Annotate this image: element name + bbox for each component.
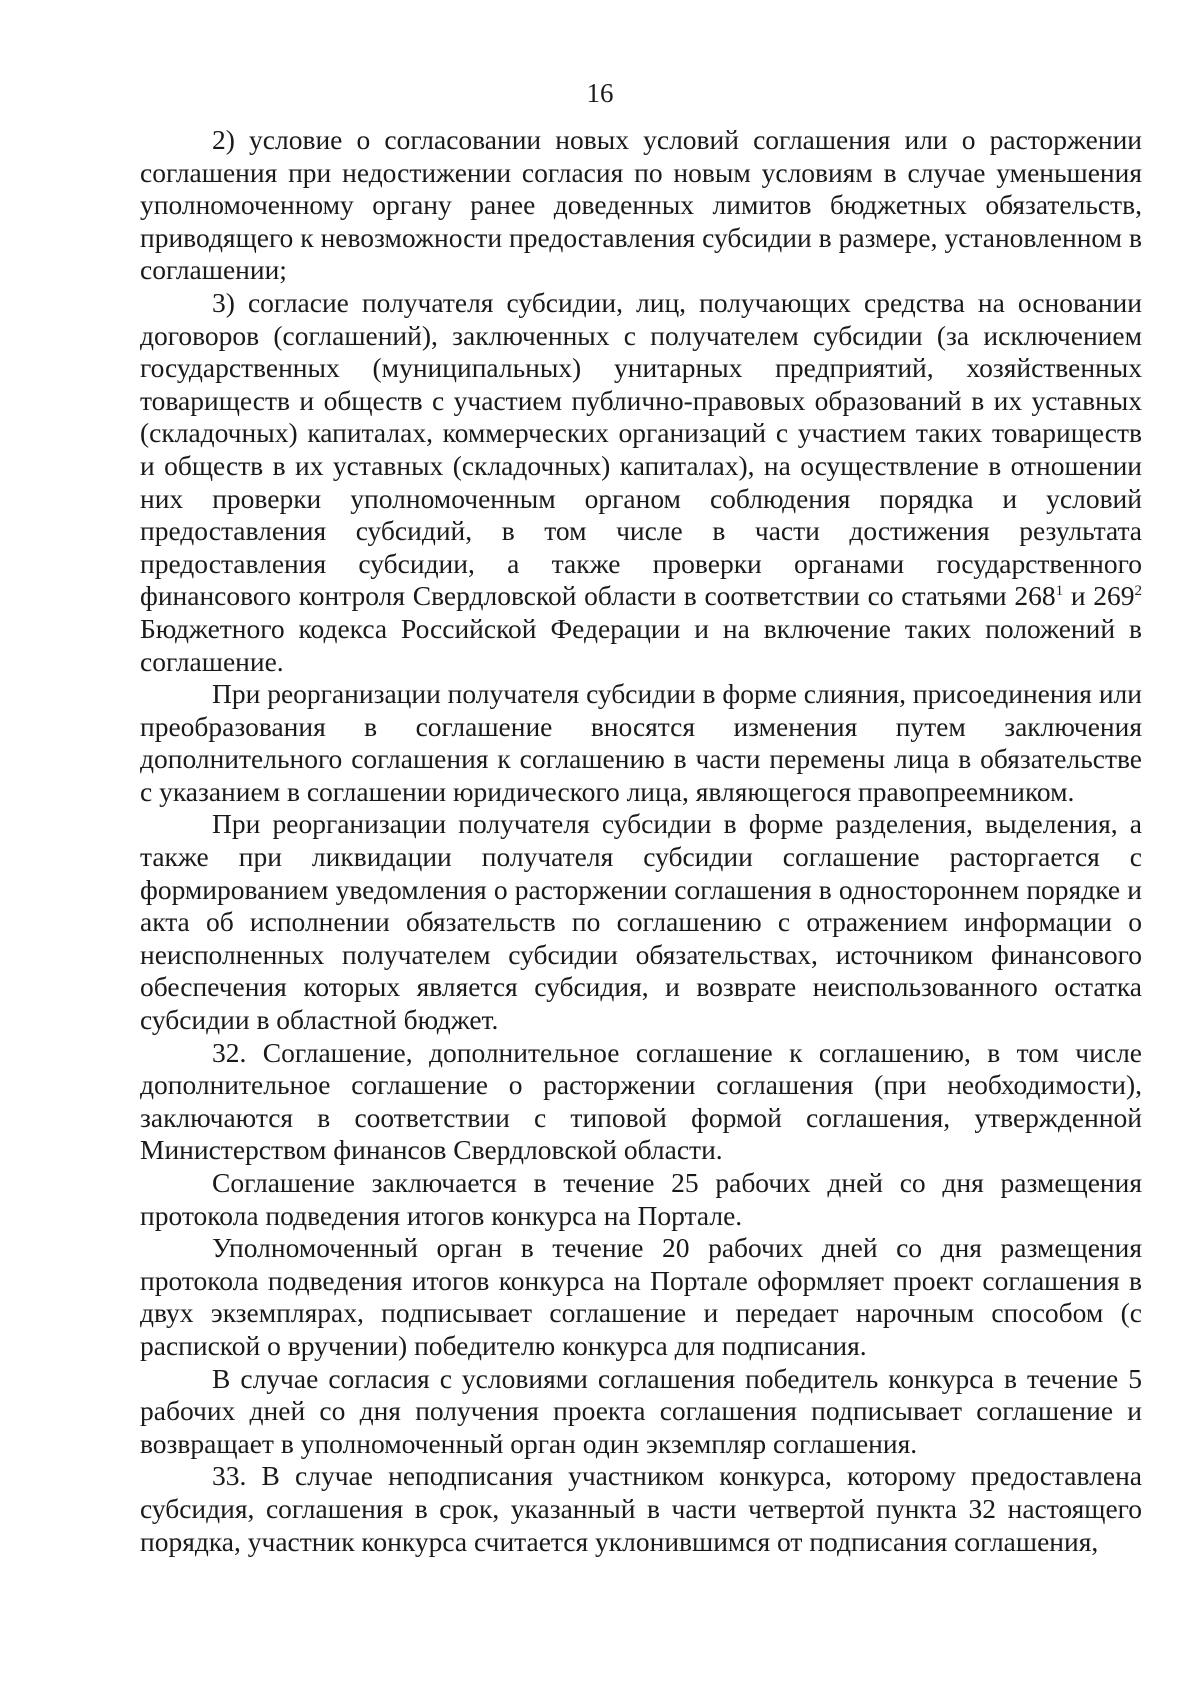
paragraph-authorized-body: Уполномоченный орган в течение 20 рабочих дней со дня размещения протокола подведения итогов конкурса на Портале оформляет проект соглашения в двух экземплярах, подписывает соглашение и передает нарочным способом (с распиской о вручении) победителю конкурса для подписания.	[140, 1232, 1142, 1361]
paragraph-item-3-consent	[140, 287, 1142, 678]
paragraph-agreement-term: Соглашение заключается в течение 25 рабочих дней со дня размещения протокола подведения итогов конкурса на Портале.	[140, 1167, 1142, 1231]
paragraph-item-2-condition: 2) условие о согласовании новых условий соглашения или о расторжении соглашения при недостижении согласия по новым условиям в случае уменьшения уполномоченному органу ранее доведенных лимитов бюджетных обязательств, приводящего к невозможности предоставления субсидии в размере, установленном в соглашении;	[140, 124, 1142, 286]
paragraph-reorganization-merger: При реорганизации получателя субсидии в форме слияния, присоединения или преобразования в соглашение вносятся изменения путем заключения дополнительного соглашения к соглашению в части перемены лица в обязательстве с указанием в соглашении юридического лица, являющегося правопреемником.	[140, 678, 1142, 807]
page-number: 16	[586, 78, 614, 108]
paragraph-reorganization-division: При реорганизации получателя субсидии в форме разделения, выделения, а также при ликвидации получателя субсидии соглашение расторгается с формированием уведомления о расторжении соглашения в одностороннем порядке и акта об исполнении обязательств по соглашению с отражением информации о неисполненных получателем субсидии обязательствах, источником финансового обеспечения которых является субсидия, и возврате неиспользованного остатка субсидии в областной бюджет.	[140, 808, 1142, 1036]
paragraph-text: 3) согласие получателя субсидии, лиц, получающих средства на основании договоров (соглашений), заключенных с получателем субсидии (за исключением государственных (муниципальных) унитарных предприятий, хозяйственных товариществ и обществ с участием публично-правовых образований в их уставных (складочных) капиталах, коммерческих организаций с участием таких товариществ и обществ в их уставных (складочных) капиталах), на осуществление в отношении них проверки уполномоченным органом соблюдения порядка и условий предоставления субсидий, в том числе в части достижения результата предоставления субсидии, а также проверки органами государственного финансового контроля Свердловской области в соответствии со статьями 268	[140, 286, 1142, 612]
paragraph-item-33: 33. В случае неподписания участником конкурса, которому предоставлена субсидия, соглашения в срок, указанный в части четвертой пункта 32 настоящего порядка, участник конкурса считается уклонившимся от подписания соглашения,	[140, 1460, 1142, 1557]
superscript: 2	[1134, 583, 1143, 600]
superscript: 1	[1055, 583, 1064, 600]
paragraph-winner-consent: В случае согласия с условиями соглашения победитель конкурса в течение 5 рабочих дней со дня получения проекта соглашения подписывает соглашение и возвращает в уполномоченный орган один экземпляр соглашения.	[140, 1362, 1142, 1459]
paragraph-text: и 269	[1063, 580, 1135, 612]
paragraph-item-32: 32. Соглашение, дополнительное соглашение к соглашению, в том числе дополнительное соглашение о расторжении соглашения (при необходимости), заключаются в соответствии с типовой формой соглашения, утвержденной Министерством финансов Свердловской области.	[140, 1036, 1142, 1166]
paragraph-text: Бюджетного кодекса Российской Федерации и на включение таких положений в соглашение.	[140, 612, 1142, 677]
document-body	[140, 124, 1142, 1558]
